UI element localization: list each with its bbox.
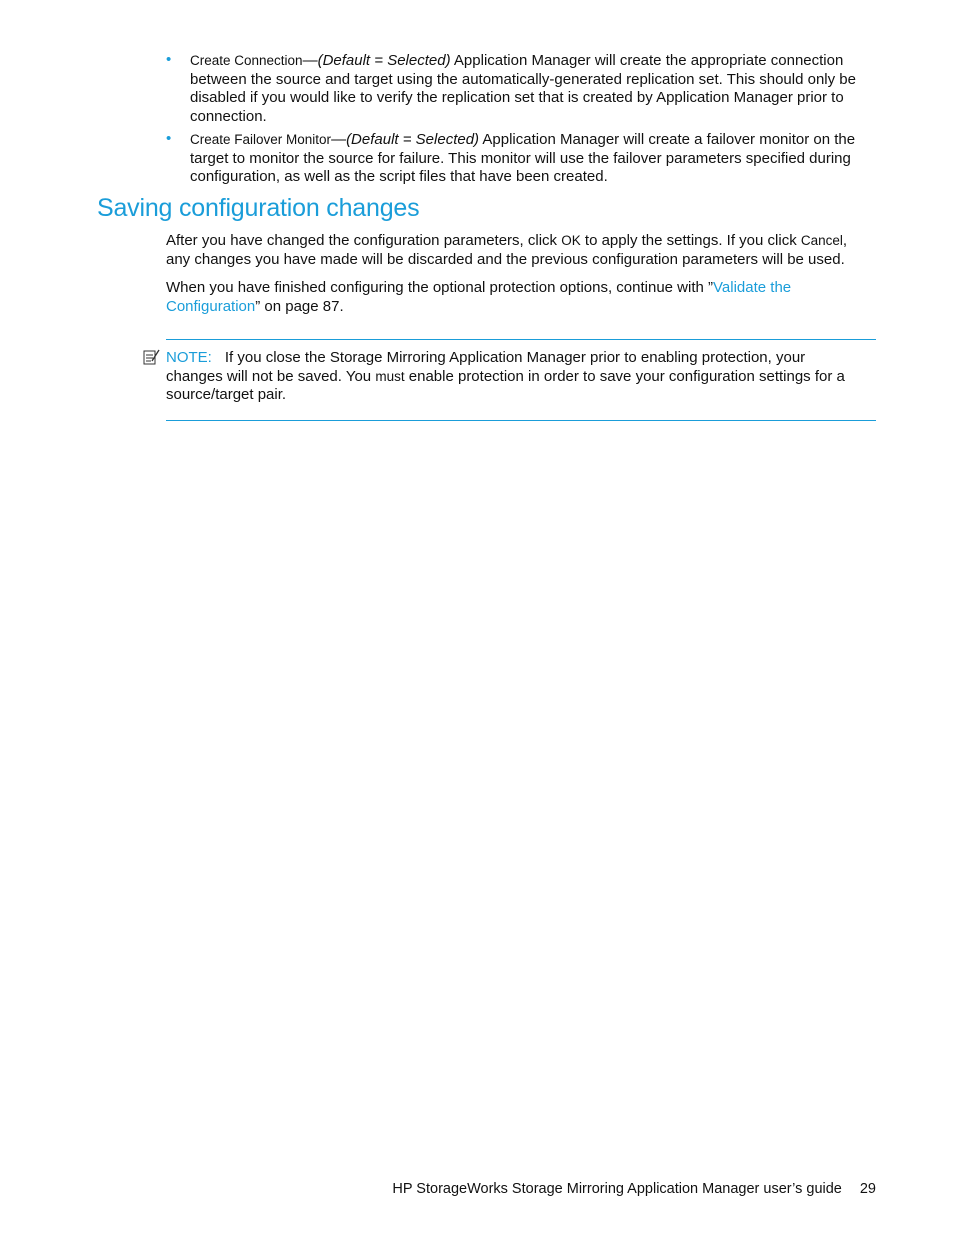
text: When you have finished configuring the optional protection options, continue with ”	[166, 279, 714, 296]
page-footer	[392, 1180, 876, 1199]
section-heading: Saving configuration changes	[97, 194, 420, 222]
cancel-term: Cancel	[800, 233, 843, 248]
paragraph-apply-settings	[166, 232, 866, 269]
list-item	[166, 52, 856, 126]
option-term: Create Failover Monitor	[190, 132, 332, 147]
list-item	[166, 131, 856, 187]
note-top-divider	[166, 339, 876, 340]
text: After you have changed the configuration parameters, click	[166, 232, 562, 249]
option-description: Application Manager will create a failover monitor on the target to monitor the source for failure. This monitor will use the failover parameters specified during configuration, as well as the script files that have been created.	[190, 131, 856, 185]
option-default: (Default = Selected)	[346, 131, 480, 148]
text: enable protection in order to save your configuration settings for a source/target pair.	[166, 367, 845, 403]
text: If you close the Storage Mirroring Application Manager prior to enabling protection, your changes will not be saved. You	[166, 349, 806, 385]
option-list	[166, 52, 856, 192]
must-term: must	[375, 368, 405, 384]
bullet-icon: •	[166, 130, 172, 147]
option-default: (Default = Selected)	[317, 52, 451, 69]
validate-configuration-link[interactable]: Validate the Configuration	[166, 279, 792, 315]
ok-term: OK	[561, 233, 581, 248]
option-term: Create Connection	[190, 53, 303, 68]
option-description: Application Manager will create the appropriate connection between the source and target using the automatically-generated replication set. This should only be disabled if you would like to verify the replication set that is created by Application Manager prior to connection.	[190, 52, 856, 125]
note-block	[166, 349, 866, 405]
paragraph-continue	[166, 279, 866, 316]
footer-title: HP StorageWorks Storage Mirroring Application Manager user’s guide	[392, 1181, 842, 1197]
note-bottom-divider	[166, 420, 876, 421]
bullet-icon: •	[166, 51, 172, 68]
text: , any changes you have made will be discarded and the previous configuration parameters will be used.	[166, 232, 848, 268]
em-dash: —	[331, 131, 347, 148]
text: ” on page 87.	[255, 297, 344, 315]
note-icon	[143, 349, 161, 365]
page-number: 29	[859, 1181, 876, 1197]
em-dash: —	[302, 52, 318, 69]
text: to apply the settings. If you click	[580, 232, 801, 249]
note-label: NOTE:	[166, 349, 212, 366]
